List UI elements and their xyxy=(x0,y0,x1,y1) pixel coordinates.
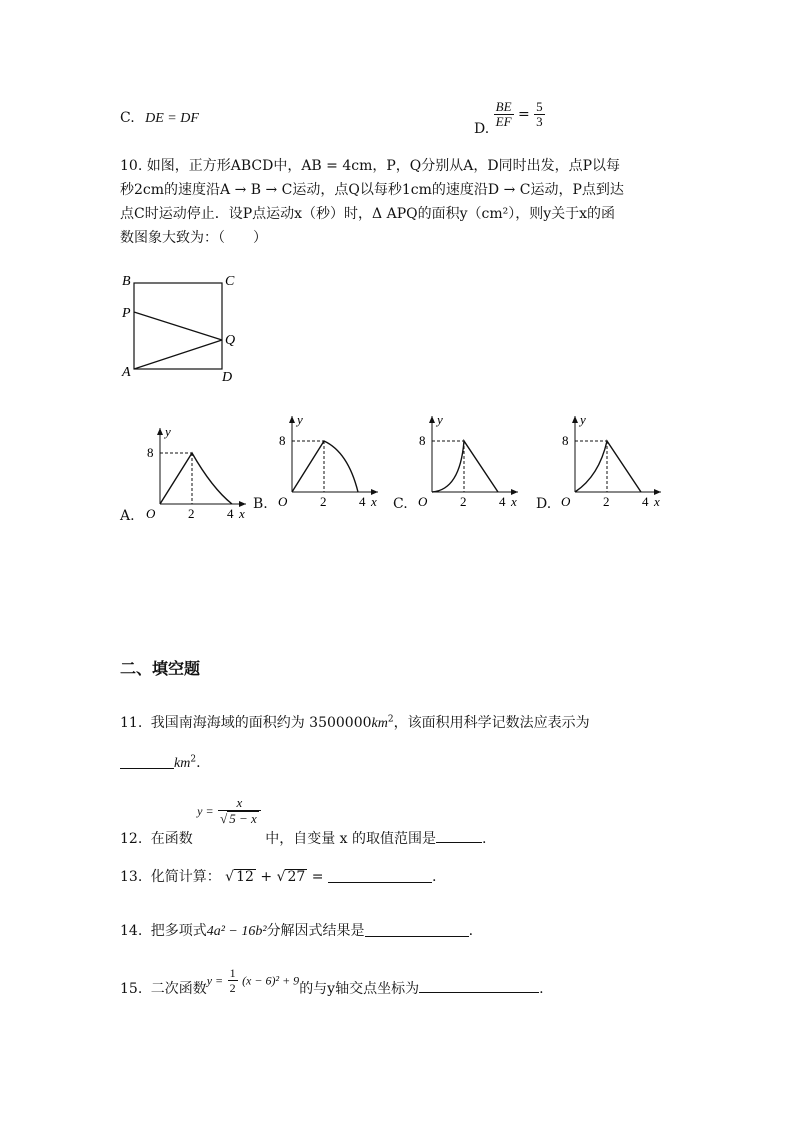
question-15-blank[interactable] xyxy=(419,978,539,993)
graph-a-x-tick-2: 2 xyxy=(188,506,195,521)
question-12-func-den: √ 5 − x xyxy=(220,811,257,826)
question-13-plus: + xyxy=(260,869,273,885)
graph-b-curve xyxy=(292,441,358,492)
question-14-blank[interactable] xyxy=(365,922,469,937)
question-13-radicand-1: 12 xyxy=(236,869,254,885)
question-15-body: (x − 6)² + 9 xyxy=(242,973,300,988)
graph-a-origin: O xyxy=(146,506,156,521)
question-11-unit-exp: 2 xyxy=(387,714,394,725)
question-15-half-den: 2 xyxy=(229,981,236,995)
graph-b-y-tick: 8 xyxy=(279,433,286,448)
graph-b-x-tick-4: 4 xyxy=(359,494,366,509)
q9-option-c-label: C. xyxy=(120,110,135,126)
question-11-end: . xyxy=(196,755,201,771)
graph-c-x-tick-4: 4 xyxy=(499,494,506,509)
graph-c xyxy=(412,410,526,510)
question-13-sqrt-27: √ 27 xyxy=(276,869,306,885)
graph-c-y-label: y xyxy=(437,412,443,427)
graph-a-x-label: x xyxy=(239,506,245,521)
question-11-unit: km xyxy=(371,716,388,731)
graph-a-y-label: y xyxy=(165,424,171,439)
question-12-mid: 中，自变量 x 的取值范围是 xyxy=(265,831,436,847)
graph-b-y-arrow xyxy=(289,416,295,423)
segment-aq xyxy=(134,340,222,369)
graph-b-x-tick-2: 2 xyxy=(320,494,327,509)
graph-d-curve xyxy=(575,441,641,492)
graph-d-x-tick-4: 4 xyxy=(642,494,649,509)
question-12-blank[interactable] xyxy=(436,828,482,843)
question-10-line-2: 秒2cm的速度沿A → B → C运动，点Q以每秒1cm的速度沿D → C运动，P点到达 xyxy=(120,182,624,198)
question-13-number: 13. xyxy=(120,869,143,885)
q9-option-d xyxy=(474,100,545,137)
q9-option-d-value-num: 5 xyxy=(536,99,543,114)
question-11-tail: ，该面积用科学记数法应表示为 xyxy=(393,715,590,731)
question-11-answer-unit-exp: 2 xyxy=(190,754,197,765)
q9-option-d-label: D. xyxy=(474,120,490,137)
graph-c-x-tick-2: 2 xyxy=(460,494,467,509)
question-12-func-lhs: y = xyxy=(197,804,214,818)
segment-pq xyxy=(134,312,222,340)
question-12-func-fraction xyxy=(218,796,261,826)
question-12-func-num: x xyxy=(218,796,261,811)
point-q: Q xyxy=(225,333,236,348)
q9-option-d-eq: = xyxy=(517,106,530,123)
question-13-blank[interactable] xyxy=(328,868,432,883)
graph-a xyxy=(140,422,254,522)
graph-a-y-arrow xyxy=(157,428,163,435)
graph-d-x-label: x xyxy=(654,494,660,509)
graph-d-option-label: D. xyxy=(536,496,552,512)
section-title: 二、填空题 xyxy=(120,659,201,678)
graph-a-option-label: A. xyxy=(120,508,135,524)
vertex-b: B xyxy=(122,274,131,289)
graph-d-origin: O xyxy=(561,494,571,509)
q9-option-d-den: EF xyxy=(495,114,512,129)
question-12-number: 12. xyxy=(120,831,143,847)
q9-option-c-expr: DE = DF xyxy=(145,111,199,126)
question-14-prefix: 把多项式 xyxy=(150,923,207,939)
question-14-mid: 分解因式结果是 xyxy=(266,923,365,939)
question-15-prefix: 二次函数 xyxy=(150,980,207,997)
graph-a-curve xyxy=(160,453,232,504)
vertex-c: C xyxy=(225,274,235,289)
question-15-half-num: 1 xyxy=(229,966,236,980)
question-15-mid: 的与y轴交点坐标为 xyxy=(299,980,420,997)
question-14 xyxy=(120,920,473,940)
graph-d-y-arrow xyxy=(572,416,578,423)
question-14-number: 14. xyxy=(120,923,143,939)
question-11-blank[interactable] xyxy=(120,754,174,769)
graph-c-origin: O xyxy=(418,494,428,509)
question-15-half xyxy=(228,966,238,995)
q9-option-d-fraction xyxy=(494,100,514,129)
graph-d-x-tick-2: 2 xyxy=(603,494,610,509)
graph-c-y-arrow xyxy=(429,416,435,423)
question-13-sqrt-12: √ 12 xyxy=(225,869,254,885)
q9-option-d-value xyxy=(534,100,545,129)
question-11-answer-unit: km xyxy=(174,756,191,771)
question-15 xyxy=(120,966,544,998)
question-10-line-4: 数图象大致为：（ ） xyxy=(120,230,267,246)
question-13-end: . xyxy=(431,869,437,885)
question-10-number: 10. xyxy=(120,158,143,174)
question-12-end: . xyxy=(482,831,487,847)
question-11-answer-line xyxy=(120,754,201,772)
question-14-expr: 4a² − 16b² xyxy=(206,924,267,939)
q9-option-c xyxy=(120,110,199,127)
question-15-lhs: y = xyxy=(206,973,224,988)
question-13 xyxy=(120,866,436,886)
question-10-text-1: 如图，正方形ABCD中，AB = 4cm，P，Q分别从A，D同时出发，点P以每 xyxy=(146,158,621,174)
graph-a-y-tick: 8 xyxy=(147,445,154,460)
graph-c-x-label: x xyxy=(511,494,517,509)
question-10-line-3: 点C时运动停止．设P点运动x（秒）时，Δ APQ的面积y（cm²），则y关于x的函 xyxy=(120,206,616,222)
point-p: P xyxy=(122,306,131,321)
question-13-radicand-2: 27 xyxy=(287,869,306,885)
question-12-prefix: 在函数 xyxy=(150,831,193,847)
question-15-end: . xyxy=(539,980,544,997)
graph-c-curve xyxy=(432,441,498,492)
graph-b-x-label: x xyxy=(371,494,377,509)
question-12 xyxy=(120,796,486,848)
question-10-line-1 xyxy=(120,154,680,178)
graph-d xyxy=(555,410,669,510)
question-11-text: 我国南海海域的面积约为 3500000 xyxy=(150,715,372,731)
graph-a-x-tick-4: 4 xyxy=(227,506,234,521)
question-14-end: . xyxy=(468,923,474,939)
graph-b xyxy=(272,410,386,510)
question-13-eq: = xyxy=(311,869,324,885)
question-10 xyxy=(120,154,680,250)
square-figure xyxy=(112,268,252,388)
vertex-d: D xyxy=(222,370,233,385)
q9-option-d-value-den: 3 xyxy=(536,114,543,129)
graph-d-y-label: y xyxy=(580,412,586,427)
graph-d-y-tick: 8 xyxy=(562,433,569,448)
question-11 xyxy=(120,712,590,732)
question-11-number: 11. xyxy=(120,715,143,731)
question-15-number: 15. xyxy=(120,980,143,997)
vertex-a: A xyxy=(122,365,131,380)
graph-b-y-label: y xyxy=(297,412,303,427)
graph-c-option-label: C. xyxy=(393,496,408,512)
question-12-func-den-radicand: 5 − x xyxy=(229,811,257,826)
graph-b-option-label: B. xyxy=(253,496,268,512)
question-13-prefix: 化简计算： xyxy=(150,869,221,885)
q9-option-d-num: BE xyxy=(495,99,512,114)
graph-b-origin: O xyxy=(278,494,288,509)
graph-c-y-tick: 8 xyxy=(419,433,426,448)
